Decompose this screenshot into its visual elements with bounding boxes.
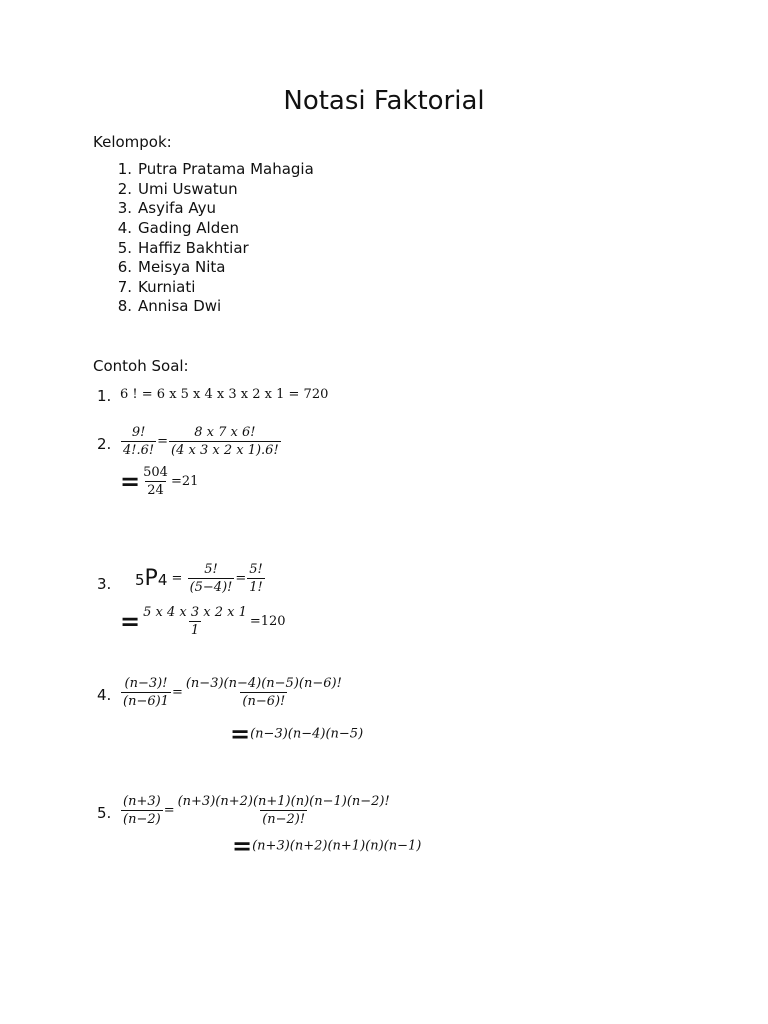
list-item: 3. Asyifa Ayu <box>117 199 216 217</box>
list-item: 1. Putra Pratama Mahagia <box>117 160 314 178</box>
problem-2-number: 2. <box>97 435 112 453</box>
problem-5-step: =(n+3)(n+2)(n+1)(n)(n−1) <box>232 832 422 860</box>
problem-2-formula: $\frac{9!}{4!.6!}$ = $\frac{8 x 7 x 6!}{(4 x 3 x 2 x 1).6!}$ <box>123 425 279 458</box>
list-item: 4. Gading Alden <box>117 219 239 237</box>
problem-3-number: 3. <box>97 575 112 593</box>
fraction: $\frac{504}{24}$ <box>143 465 168 498</box>
list-item: 6. Meisya Nita <box>117 258 226 276</box>
kelompok-label: Kelompok: <box>93 133 172 151</box>
fraction: $\frac{(n+3)(n+2)(n+1)(n)(n-1)(n-2)!}{(n-2)!}$ <box>177 794 390 827</box>
problem-4-number: 4. <box>97 686 112 704</box>
list-item: 7. Kurniati <box>117 278 196 296</box>
problem-5-formula: $\frac{(n+3)}{(n-2)}$ = $\frac{(n+3)(n+2)(n+1)(n)(n-1)(n-2)!}{(n-2)!}$ <box>123 794 390 827</box>
page-title: Notasi Faktorial <box>283 86 485 116</box>
problem-4-formula: $\frac{(n-3)!}{(n-6)1}$ = $\frac{(n-3)(n-4)(n-5)(n-6)!}{(n-6)!}$ <box>123 676 342 709</box>
fraction: $\frac{9!}{4!.6!}$ <box>123 425 155 458</box>
problem-4-step: =(n−3)(n−4)(n−5) <box>230 720 364 748</box>
list-item: 2. Umi Uswatun <box>117 180 238 198</box>
fraction: $\frac{(n+3)}{(n-2)}$ <box>123 794 161 827</box>
contoh-soal-label: Contoh Soal: <box>93 357 189 375</box>
fraction: $\frac{(n-3)!}{(n-6)1}$ <box>123 676 169 709</box>
fraction: $\frac{5 x 4 x 3 x 2 x 1}{1}$ <box>143 605 247 638</box>
problem-1-formula: 6 ! = 6 x 5 x 4 x 3 x 2 x 1 = 720 <box>120 387 329 402</box>
fraction: $\frac{8 x 7 x 6!}{(4 x 3 x 2 x 1).6!}$ <box>171 425 279 458</box>
problem-3-formula: 5P4 = $\frac{5!}{(5-4)!}$ = $\frac{5!}{1!}$ <box>135 562 263 595</box>
list-item: 8. Annisa Dwi <box>117 297 222 315</box>
problem-5-number: 5. <box>97 804 112 822</box>
fraction: $\frac{5!}{(5-4)!}$ <box>189 562 233 595</box>
fraction: $\frac{(n-3)(n-4)(n-5)(n-6)!}{(n-6)!}$ <box>185 676 342 709</box>
list-item: 5. Haffiz Bakhtiar <box>117 239 249 257</box>
fraction: $\frac{5!}{1!}$ <box>249 562 263 595</box>
problem-3-step: = $\frac{5 x 4 x 3 x 2 x 1}{1}$ =120 <box>120 605 286 638</box>
problem-1-number: 1. <box>97 387 112 405</box>
permutation-symbol: 5P4 <box>135 566 168 591</box>
problem-2-step: = $\frac{504}{24}$ =21 <box>120 465 199 498</box>
